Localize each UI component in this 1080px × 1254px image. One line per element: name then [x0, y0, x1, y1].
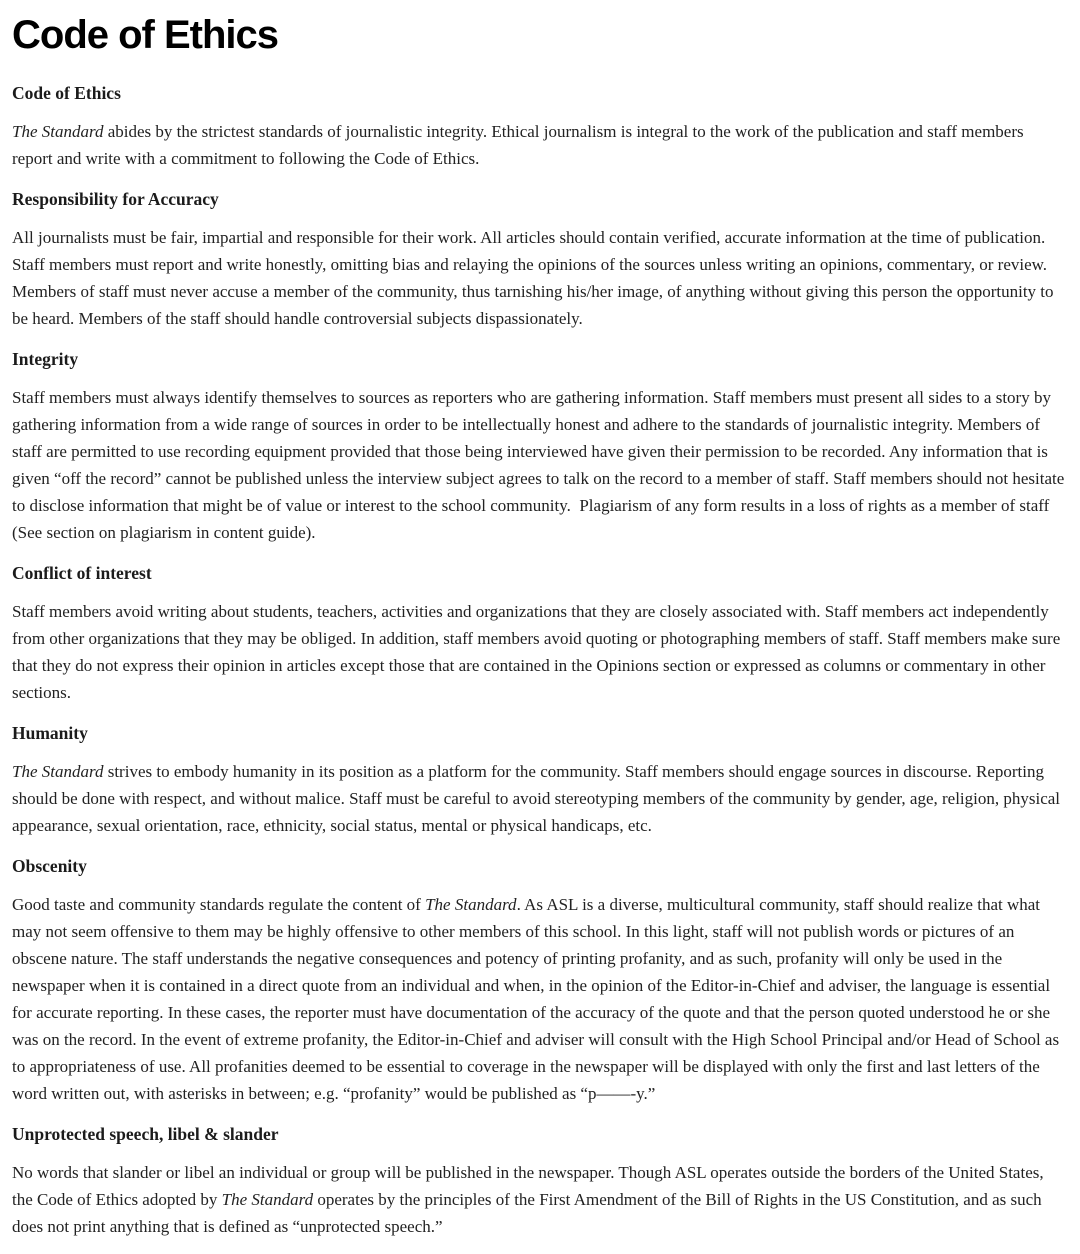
text-run: Staff members avoid writing about students, teachers, activities and organizations that they are closely associated with. Staff members act independently from other organizations that they may be obliged. In addition, staff members avoid quoting or photographing members of staff. Staff members make sure that they do not express their opinion in articles except those that are contained in the Opinions section or expressed as columns or commentary in other sections. [12, 602, 1061, 702]
paragraph [12, 384, 1068, 546]
section-heading: Integrity [12, 349, 79, 369]
publication-name: The Standard [12, 122, 104, 141]
text-run: abides by the strictest standards of journalistic integrity. Ethical journalism is integral to the work of the publication and staff members report and write with a commitment to following the Code of Ethics. [12, 122, 1024, 168]
publication-name: The Standard [221, 1190, 314, 1209]
section-heading: Conflict of interest [12, 563, 152, 583]
publication-name: The Standard [12, 762, 104, 781]
section-heading: Responsibility for Accuracy [12, 189, 219, 209]
section-heading: Obscenity [12, 856, 87, 876]
paragraph [12, 598, 1068, 706]
paragraph [12, 1159, 1068, 1240]
publication-name: The Standard [425, 895, 517, 914]
paragraph [12, 118, 1068, 172]
text-run: No words that slander or libel an individual or group will be published in the newspaper. Though ASL operates outside the borders of the United States, the Code of Ethics adopted by [12, 1163, 1044, 1209]
paragraph [12, 891, 1068, 1107]
text-run: Good taste and community standards regulate the content of [12, 895, 426, 914]
section-heading: Unprotected speech, libel & slander [12, 1124, 279, 1144]
section-heading: Humanity [12, 723, 88, 743]
section-heading: Code of Ethics [12, 83, 121, 103]
text-run: strives to embody humanity in its position as a platform for the community. Staff members should engage sources in discourse. Reporting should be done with respect, and without malice. Staff must be careful to avoid stereotyping members of the community by gender, age, religion, physical appearance, sexual orientation, race, ethnicity, social status, mental or physical handicaps, etc. [12, 762, 1061, 835]
text-run: . As ASL is a diverse, multicultural community, staff should realize that what may not seem offensive to them may be highly offensive to other members of this school. In this light, staff will not publish words or pictures of an obscene nature. The staff understands the negative consequences and potency of printing profanity, and as such, profanity will only be used in the newspaper when it is contained in a direct quote from an individual and when, in the opinion of the Editor-in-Chief and adviser, the language is essential for accurate reporting. In these cases, the reporter must have documentation of the accuracy of the quote and that the person quoted understood he or she was on the record. In the event of extreme profanity, the Editor-in-Chief and adviser will consult with the High School Principal and/or Head of School as to appropriateness of use. All profanities deemed to be essential to coverage in the newspaper will be displayed with only the first and last letters of the word written out, with asterisks in between; e.g. “profanity” would be published as “p——-y.” [12, 895, 1060, 1103]
paragraph [12, 758, 1068, 839]
paragraph [12, 224, 1068, 332]
page-title: Code of Ethics [12, 13, 279, 57]
text-run: All journalists must be fair, impartial and responsible for their work. All articles should contain verified, accurate information at the time of publication. Staff members must report and write honestly, omitting bias and relaying the opinions of the sources unless writing an opinions, commentary, or review. Members of staff must never accuse a member of the community, thus tarnishing his/her image, of anything without giving this person the opportunity to be heard. Members of the staff should handle controversial subjects dispassionately. [12, 228, 1054, 328]
text-run: Staff members must always identify themselves to sources as reporters who are gathering information. Staff members must present all sides to a story by gathering information from a wide range of sources in order to be intellectually honest and adhere to the standards of journalistic integrity. Members of staff are permitted to use recording equipment provided that those being interviewed have given their permission to be recorded. Any information that is given “off the record” cannot be published unless the interview subject agrees to talk on the record to a member of staff. Staff members should not hesitate to disclose information that might be of value or interest to the school community. Plagiarism of any form results in a loss of rights as a member of staff (See section on plagiarism in content guide). [12, 388, 1065, 542]
sections-container [12, 82, 1068, 1240]
text-run: operates by the principles of the First Amendment of the Bill of Rights in the US Constitution, and as such does not print anything that is defined as “unprotected speech.” [12, 1190, 1042, 1236]
